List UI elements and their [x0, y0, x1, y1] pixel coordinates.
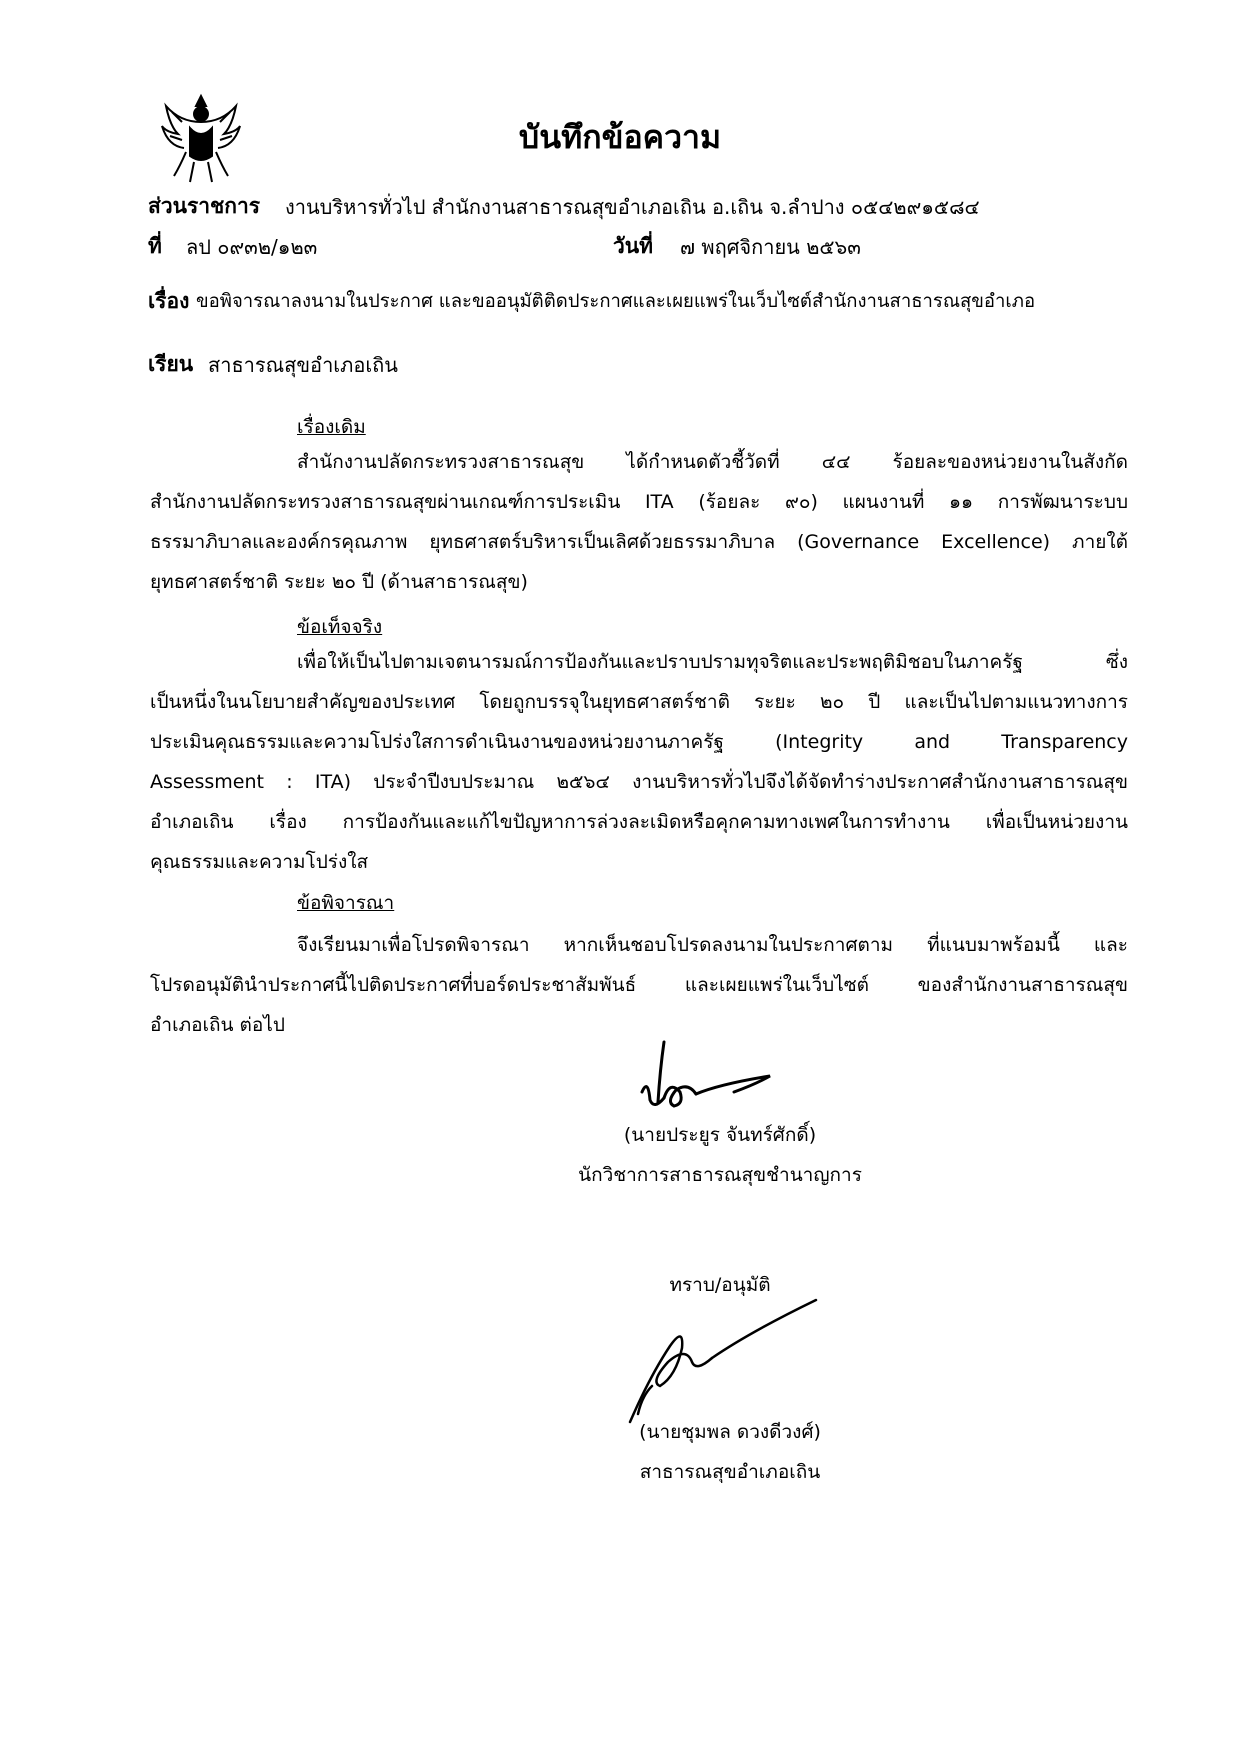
subject-label: เรื่อง: [148, 289, 190, 313]
facts-paragraph: [150, 642, 1128, 882]
date-value: ๗ พฤศจิกายน ๒๕๖๓: [680, 235, 861, 259]
to-label: เรียน: [148, 352, 194, 376]
paragraph-line: อำเภอเถิน ต่อไป: [150, 1014, 285, 1036]
consideration-paragraph: [150, 925, 1128, 1045]
subject-value: ขอพิจารณาลงนามในประกาศ และขออนุมัติติดประกาศและเผยแพร่ในเว็บไซต์สำนักงานสาธารณสุขอำเภอ: [196, 291, 1036, 312]
to-value: สาธารณสุขอำเภอเถิน: [208, 353, 398, 377]
paragraph-line: ประเมินคุณธรรมและความโปร่งใสการดำเนินงานของหน่วยงานภาครัฐ (Integrity and Transparency: [150, 731, 1128, 753]
approver-position: สาธารณสุขอำเภอเถิน: [639, 1461, 821, 1483]
consideration-heading: ข้อพิจารณา: [297, 892, 395, 914]
signature-prayoon: [630, 1040, 780, 1120]
paragraph-line: ธรรมาภิบาลและองค์กรคุณภาพ ยุทธศาสตร์บริหารเป็นเลิศด้วยธรรมาภิบาล (Governance Excellence) ภายใต้: [150, 531, 1128, 553]
approver-name: (นายชุมพล ดวงดีวงศ์): [639, 1421, 821, 1443]
paragraph-line: ยุทธศาสตร์ชาติ ระยะ ๒๐ ปี (ด้านสาธารณสุข): [150, 571, 528, 593]
approval-note: ทราบ/อนุมัติ: [669, 1274, 771, 1296]
date-label: วันที่: [613, 234, 653, 258]
agency-value: งานบริหารทั่วไป สำนักงานสาธารณสุขอำเภอเถิน อ.เถิน จ.ลำปาง ๐๕๔๒๙๑๕๘๔: [285, 195, 980, 219]
ref-value: ลป ๐๙๓๒/๑๒๓: [186, 235, 318, 259]
paragraph-line: อำเภอเถิน เรื่อง การป้องกันและแก้ไขปัญหาการล่วงละเมิดหรือคุกคามทางเพศในการทำงาน เพื่อเป็นหน่วยงาน: [150, 811, 1128, 833]
signer-name: (นายประยูร จันทร์ศักดิ์): [623, 1124, 817, 1146]
facts-heading: ข้อเท็จจริง: [297, 616, 383, 638]
paragraph-line: เพื่อให้เป็นไปตามเจตนารมณ์การป้องกันและปราบปรามทุจริตและประพฤติมิชอบในภาครัฐ ซึ่ง: [297, 651, 1128, 673]
signature-chumphon: [620, 1296, 820, 1426]
paragraph-line: จึงเรียนมาเพื่อโปรดพิจารณา หากเห็นชอบโปรดลงนามในประกาศตาม ที่แนบมาพร้อมนี้ และ: [297, 934, 1128, 956]
signer-position: นักวิชาการสาธารณสุขชำนาญการ: [578, 1164, 862, 1186]
paragraph-line: โปรดอนุมัตินำประกาศนี้ไปติดประกาศที่บอร์ดประชาสัมพันธ์ และเผยแพร่ในเว็บไซต์ ของสำนักงานสาธารณสุข: [150, 974, 1128, 996]
paragraph-line: คุณธรรมและความโปร่งใส: [150, 851, 369, 873]
paragraph-line: Assessment : ITA) ประจำปีงบประมาณ ๒๕๖๔ งานบริหารทั่วไปจึงได้จัดทำร่างประกาศสำนักงานสาธารณสุข: [150, 771, 1128, 793]
agency-label: ส่วนราชการ: [148, 194, 261, 218]
memo-title: บันทึกข้อความ: [518, 118, 722, 156]
paragraph-line: เป็นหนึ่งในนโยบายสำคัญของประเทศ โดยถูกบรรจุในยุทธศาสตร์ชาติ ระยะ ๒๐ ปี และเป็นไปตามแนวทางการ: [150, 691, 1128, 713]
paragraph-line: สำนักงานปลัดกระทรวงสาธารณสุขผ่านเกณฑ์การประเมิน ITA (ร้อยละ ๙๐) แผนงานที่ ๑๑ การพัฒนาระบบ: [150, 491, 1128, 513]
background-paragraph: [150, 442, 1128, 602]
background-heading: เรื่องเดิม: [297, 416, 366, 438]
ref-label: ที่: [148, 234, 162, 258]
paragraph-line: สำนักงานปลัดกระทรวงสาธารณสุข ได้กำหนดตัวชี้วัดที่ ๔๔ ร้อยละของหน่วยงานในสังกัด: [297, 451, 1128, 473]
